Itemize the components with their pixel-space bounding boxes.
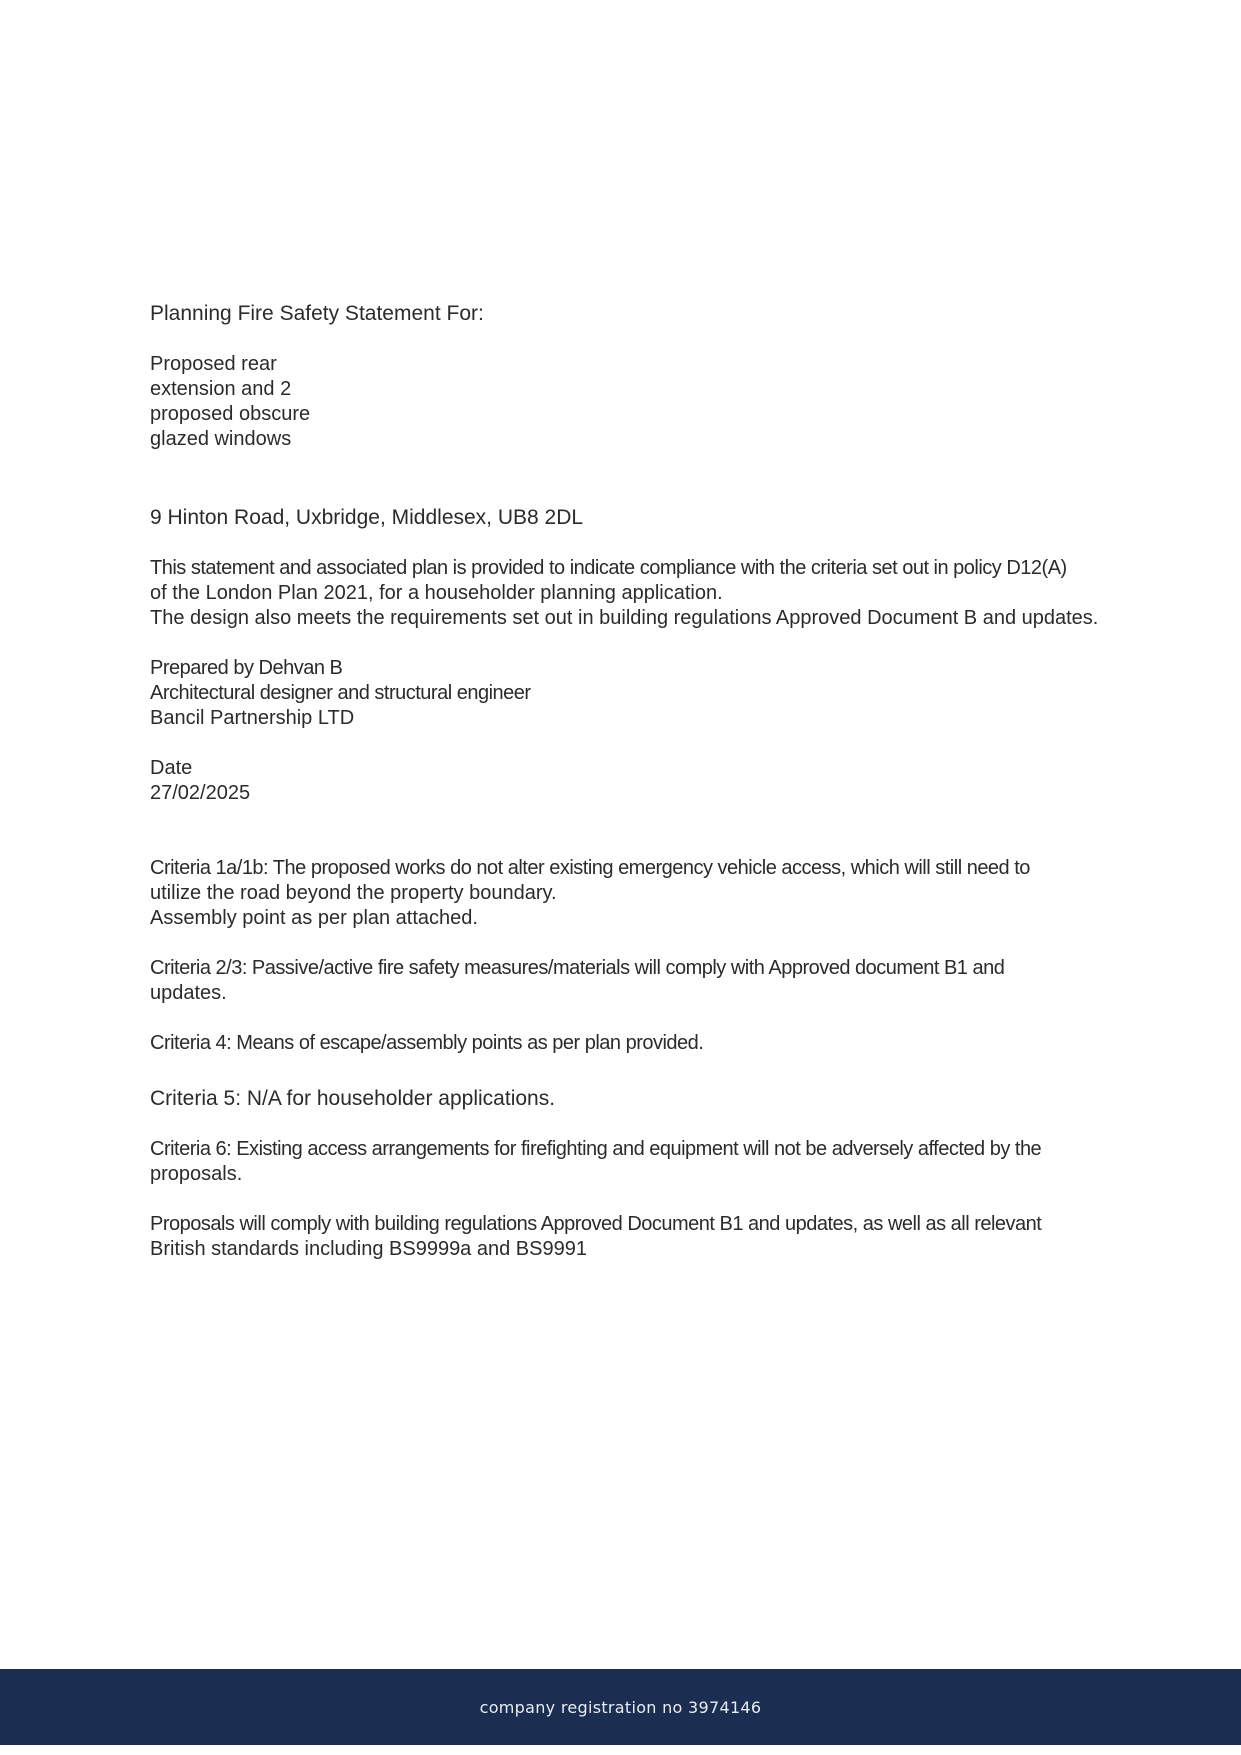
proposal-line: proposed obscure (150, 403, 311, 425)
company-name: Bancil Partnership LTD (150, 707, 355, 729)
preparer-name: Prepared by Dehvan B (150, 657, 343, 679)
statement-heading: Planning Fire Safety Statement For: (150, 302, 484, 325)
compliance-line: This statement and associated plan is provided to indicate compliance with the criteria set out in policy D12(A) (150, 557, 1067, 579)
proposal-line: glazed windows (150, 428, 292, 450)
closing-statement (150, 1212, 1150, 1262)
site-address: 9 Hinton Road, Uxbridge, Middlesex, UB8 2DL (150, 506, 584, 529)
prepared-by (150, 656, 1150, 731)
criteria-1-line: Criteria 1a/1b: The proposed works do not alter existing emergency vehicle access, which will still need to (150, 857, 1030, 879)
criteria-1-line: Assembly point as per plan attached. (150, 907, 478, 929)
compliance-line: of the London Plan 2021, for a householder planning application. (150, 582, 723, 604)
proposal-line: extension and 2 (150, 378, 292, 400)
footer-bar (0, 1669, 1241, 1745)
criteria-6 (150, 1137, 1150, 1187)
date-value: 27/02/2025 (150, 782, 251, 804)
criteria-1 (150, 856, 1150, 931)
date-block (150, 756, 1150, 806)
criteria-2-3 (150, 956, 1150, 1006)
closing-line: British standards including BS9999a and BS9991 (150, 1238, 587, 1260)
document-body (150, 300, 1150, 1262)
criteria-2-line: Criteria 2/3: Passive/active fire safety measures/materials will comply with Approved document B1 and (150, 957, 1005, 979)
criteria-2-line: updates. (150, 982, 227, 1004)
compliance-line: The design also meets the requirements set out in building regulations Approved Document B and updates. (150, 607, 1099, 629)
criteria-1-line: utilize the road beyond the property boundary. (150, 882, 557, 904)
preparer-role: Architectural designer and structural engineer (150, 682, 531, 704)
criteria-6-line: proposals. (150, 1163, 243, 1185)
criteria-4: Criteria 4: Means of escape/assembly points as per plan provided. (150, 1032, 704, 1054)
criteria-5: Criteria 5: N/A for householder applications. (150, 1087, 556, 1110)
closing-line: Proposals will comply with building regulations Approved Document B1 and updates, as well as all relevant (150, 1213, 1042, 1235)
date-label: Date (150, 757, 193, 779)
criteria-6-line: Criteria 6: Existing access arrangements for firefighting and equipment will not be adversely affected by the (150, 1138, 1042, 1160)
company-registration: company registration no 3974146 (479, 1697, 762, 1717)
proposal-line: Proposed rear (150, 353, 277, 375)
compliance-statement (150, 556, 1150, 631)
proposal-description (150, 352, 1150, 452)
